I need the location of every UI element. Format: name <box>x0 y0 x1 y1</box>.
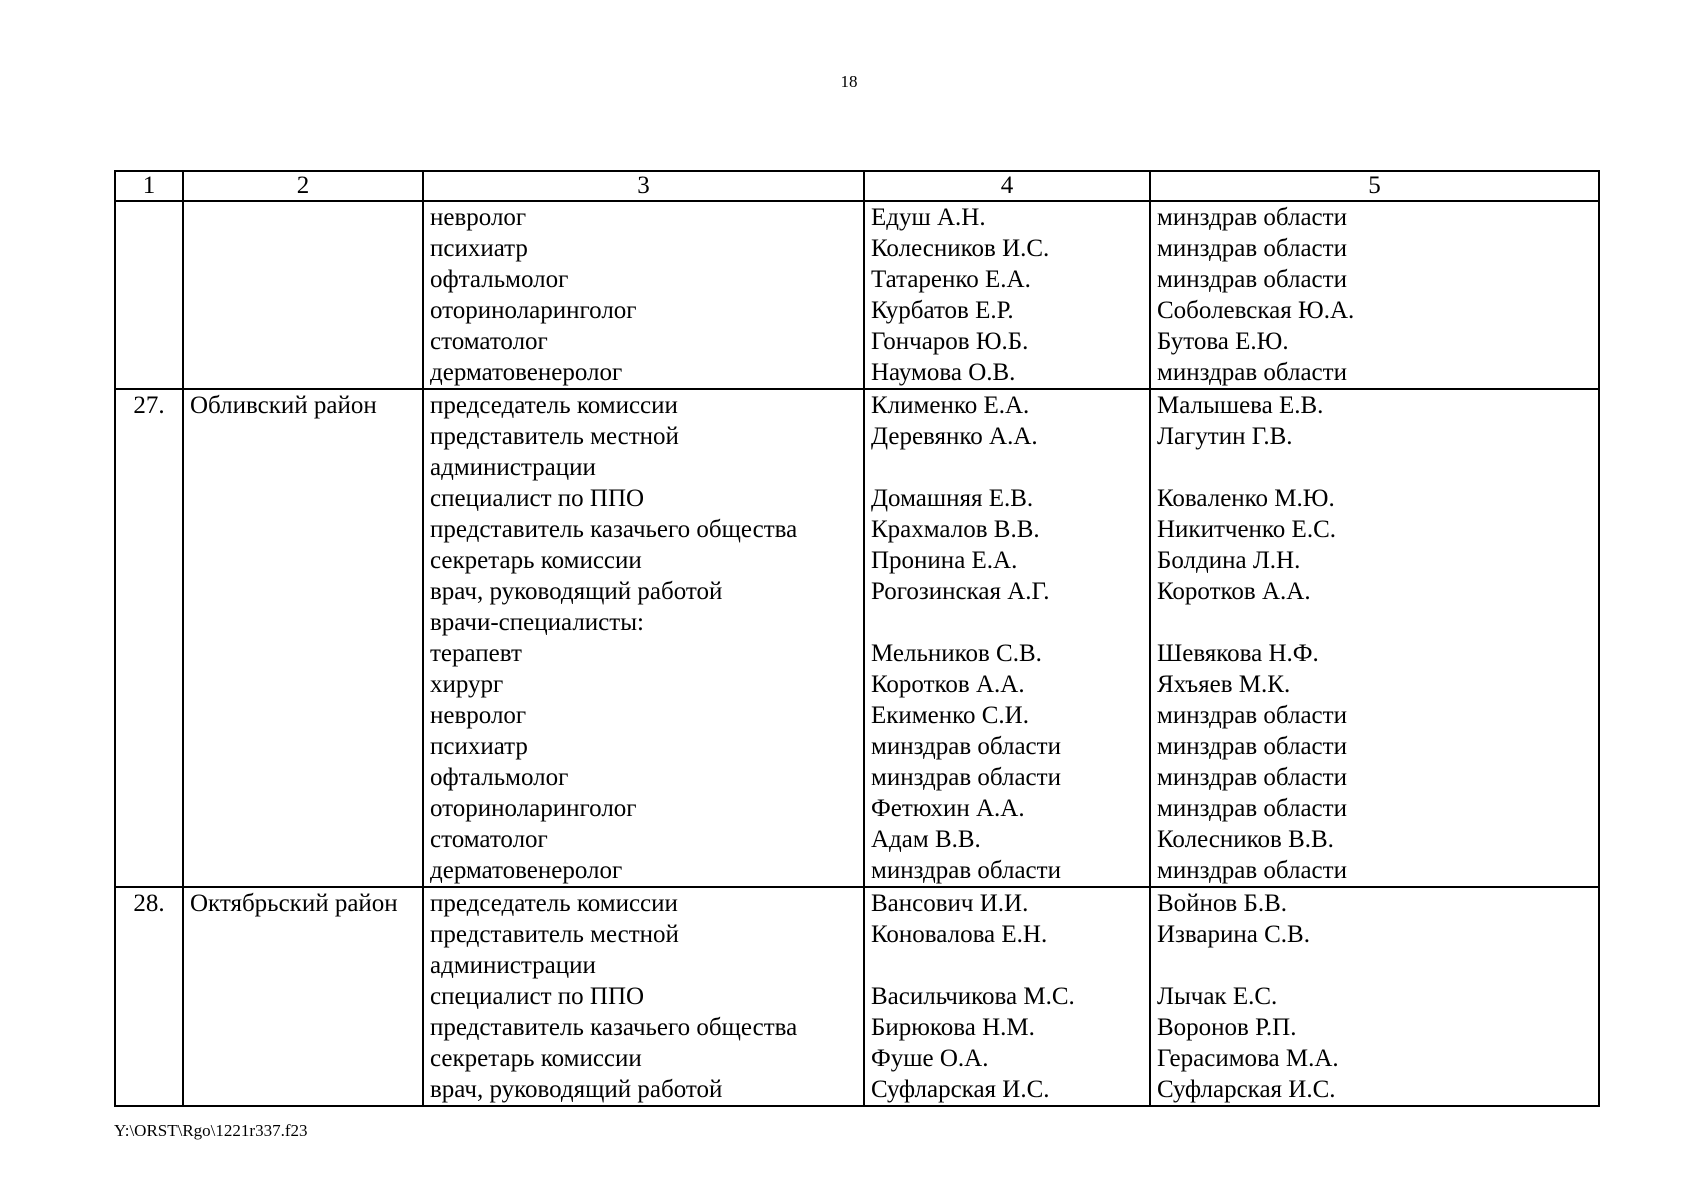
deputy-text: Коротков А.А. <box>1157 578 1311 605</box>
row-number-cell <box>115 887 183 1106</box>
file-path-footer: Y:\ORST\Rgo\1221r337.f23 <box>114 1121 308 1140</box>
member-text: Гончаров Ю.Б. <box>871 328 1029 355</box>
role-text: дерматовенеролог <box>430 857 623 884</box>
row-number-cell <box>115 201 183 389</box>
deputy-text: минздрав области <box>1157 235 1347 262</box>
member-cell <box>864 201 1150 389</box>
header-row <box>115 171 1599 201</box>
deputy-text: Болдина Л.Н. <box>1157 547 1301 574</box>
role-text: председатель комиссии <box>430 890 678 917</box>
role-text: специалист по ППО <box>430 983 645 1010</box>
role-text: дерматовенеролог <box>430 359 623 386</box>
role-text: секретарь комиссии <box>430 1045 642 1072</box>
member-text: Рогозинская А.Г. <box>871 578 1050 605</box>
row-number: 27. <box>133 392 165 419</box>
deputy-cell <box>1150 389 1599 887</box>
member-text: Фуше О.А. <box>871 1045 989 1072</box>
deputy-text: Бутова Е.Ю. <box>1157 328 1289 355</box>
member-text: Крахмалов В.В. <box>871 516 1040 543</box>
member-cell <box>864 887 1150 1106</box>
deputy-text <box>1151 950 1598 981</box>
deputy-text: минздрав области <box>1157 857 1347 884</box>
deputy-text: Лычак Е.С. <box>1157 983 1278 1010</box>
member-text: Екименко С.И. <box>871 702 1029 729</box>
role-text: врачи-специалисты: <box>430 609 644 636</box>
deputy-text: Никитченко Е.С. <box>1157 516 1337 543</box>
member-text: минздрав области <box>871 733 1061 760</box>
district-name: Октябрьский район <box>190 890 398 917</box>
district-cell <box>183 201 423 389</box>
member-text: Вансович И.И. <box>871 890 1029 917</box>
deputy-text: минздрав области <box>1157 702 1347 729</box>
member-text: Бирюкова Н.М. <box>871 1014 1035 1041</box>
deputy-text: Изварина С.В. <box>1157 921 1310 948</box>
deputy-text: минздрав области <box>1157 359 1347 386</box>
member-text: Курбатов Е.Р. <box>871 297 1014 324</box>
member-text: Едуш А.Н. <box>871 204 986 231</box>
deputy-text: минздрав области <box>1157 795 1347 822</box>
role-text: представитель казачьего общества <box>430 1014 798 1041</box>
member-text: Мельников С.В. <box>871 640 1042 667</box>
member-text: минздрав области <box>871 764 1061 791</box>
role-text: врач, руководящий работой <box>430 1076 723 1103</box>
member-text: Коротков А.А. <box>871 671 1025 698</box>
member-text: Наумова О.В. <box>871 359 1016 386</box>
deputy-text: минздрав области <box>1157 266 1347 293</box>
table-row <box>115 201 1599 389</box>
role-text: стоматолог <box>430 826 548 853</box>
role-text: невролог <box>430 204 527 231</box>
deputy-text: минздрав области <box>1157 204 1347 231</box>
row-number-cell <box>115 389 183 887</box>
role-text: представитель местной <box>430 921 679 948</box>
deputy-text: минздрав области <box>1157 764 1347 791</box>
role-text: секретарь комиссии <box>430 547 642 574</box>
deputy-text <box>1151 607 1598 638</box>
role-text: хирург <box>430 671 504 698</box>
member-text: Колесников И.С. <box>871 235 1050 262</box>
role-text: администрации <box>430 454 596 481</box>
member-text: Деревянко А.А. <box>871 423 1038 450</box>
deputy-text: Соболевская Ю.А. <box>1157 297 1355 324</box>
member-text: Коновалова Е.Н. <box>871 921 1048 948</box>
role-text: офтальмолог <box>430 764 569 791</box>
deputy-text: Шевякова Н.Ф. <box>1157 640 1319 667</box>
deputy-text: Лагутин Г.В. <box>1157 423 1293 450</box>
deputy-text: Суфларская И.С. <box>1157 1076 1336 1103</box>
role-text: председатель комиссии <box>430 392 678 419</box>
deputy-cell <box>1150 887 1599 1106</box>
table-row <box>115 389 1599 887</box>
district-cell <box>183 389 423 887</box>
role-cell <box>423 201 864 389</box>
deputy-cell <box>1150 201 1599 389</box>
deputy-text: Колесников В.В. <box>1157 826 1334 853</box>
role-text: оториноларинголог <box>430 795 637 822</box>
member-text: Адам В.В. <box>871 826 981 853</box>
role-text: врач, руководящий работой <box>430 578 723 605</box>
row-number <box>116 202 182 233</box>
role-text: невролог <box>430 702 527 729</box>
row-number: 28. <box>133 890 165 917</box>
role-text: представитель казачьего общества <box>430 516 798 543</box>
member-cell <box>864 389 1150 887</box>
role-text: психиатр <box>430 733 528 760</box>
role-text: стоматолог <box>430 328 548 355</box>
deputy-text: Герасимова М.А. <box>1157 1045 1339 1072</box>
member-text <box>865 950 1149 981</box>
role-cell <box>423 887 864 1106</box>
deputy-text: минздрав области <box>1157 733 1347 760</box>
deputy-text: Воронов Р.П. <box>1157 1014 1297 1041</box>
member-text: Суфларская И.С. <box>871 1076 1050 1103</box>
member-text <box>865 607 1149 638</box>
role-text: психиатр <box>430 235 528 262</box>
deputy-text <box>1151 452 1598 483</box>
deputy-text: Коваленко М.Ю. <box>1157 485 1335 512</box>
member-text: Татаренко Е.А. <box>871 266 1031 293</box>
district-cell <box>183 887 423 1106</box>
member-text <box>865 452 1149 483</box>
district-name: Обливский район <box>190 392 377 419</box>
role-text: представитель местной <box>430 423 679 450</box>
deputy-text: Малышева Е.В. <box>1157 392 1324 419</box>
column-header: 3 <box>423 171 864 201</box>
commission-table <box>114 170 1600 1107</box>
role-text: специалист по ППО <box>430 485 645 512</box>
role-text: офтальмолог <box>430 266 569 293</box>
role-cell <box>423 389 864 887</box>
role-text: администрации <box>430 952 596 979</box>
member-text: минздрав области <box>871 857 1061 884</box>
member-text: Пронина Е.А. <box>871 547 1018 574</box>
member-text: Клименко Е.А. <box>871 392 1030 419</box>
member-text: Васильчикова М.С. <box>871 983 1075 1010</box>
page-number: 18 <box>840 72 858 91</box>
member-text: Фетюхин А.А. <box>871 795 1025 822</box>
column-header: 1 <box>115 171 183 201</box>
table-row <box>115 887 1599 1106</box>
role-text: терапевт <box>430 640 522 667</box>
column-header: 5 <box>1150 171 1599 201</box>
deputy-text: Яхъяев М.К. <box>1157 671 1291 698</box>
deputy-text: Войнов Б.В. <box>1157 890 1288 917</box>
role-text: оториноларинголог <box>430 297 637 324</box>
column-header: 2 <box>183 171 423 201</box>
column-header: 4 <box>864 171 1150 201</box>
member-text: Домашняя Е.В. <box>871 485 1034 512</box>
